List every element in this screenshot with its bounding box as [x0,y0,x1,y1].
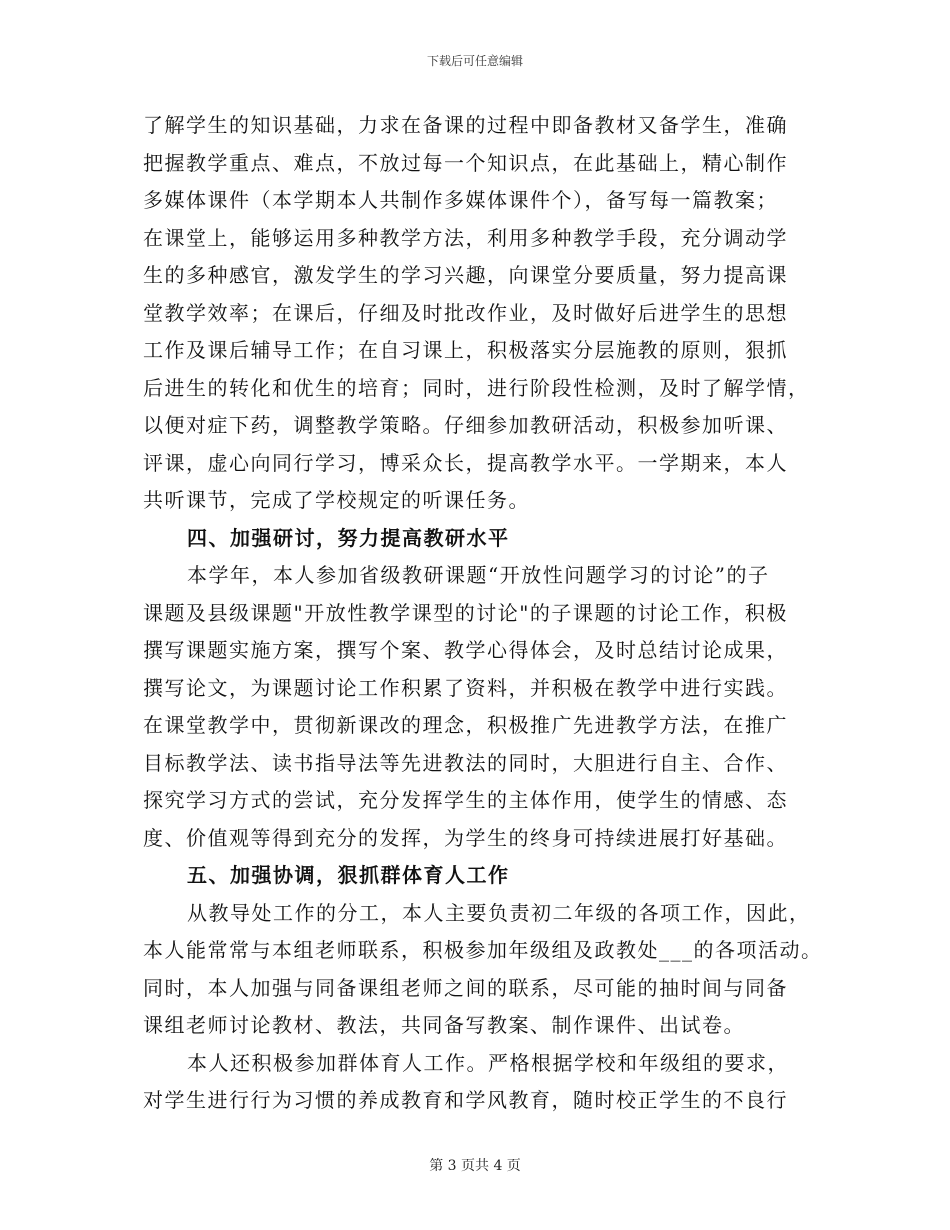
text-line: 共听课节，完成了学校规定的听课任务。 [143,488,530,512]
text-line: 本人能常常与本组老师联系，积极参加年级组及政教处___的各项活动。 [143,938,823,962]
text-line: 后进生的转化和优生的培育；同时，进行阶段性检测，及时了解学情， [143,375,810,400]
text-line: 工作及课后辅导工作；在自习课上，积极落实分层施教的原则，狠抓 [143,338,788,362]
text-line: 从教导处工作的分工，本人主要负责初二年级的各项工作，因此， [187,900,811,925]
text-line: 课题及县级课题"开放性教学课型的讨论"的子课题的讨论工作，积极 [143,600,788,625]
text-line: 把握教学重点、难点，不放过每一个知识点，在此基础上，精心制作 [143,150,788,175]
text-line: 生的多种感官，激发学生的学习兴趣，向课堂分要质量，努力提高课 [143,263,788,287]
text-line: 撰写课题实施方案，撰写个案、教学心得体会，及时总结讨论成果， [143,638,788,662]
page-header: 下载后可任意编辑 [426,54,523,68]
page-number-footer: 第 3 页共 4 页 [429,1158,521,1174]
text-line: 度、价值观等得到充分的发挥，为学生的终身可持续进展打好基础。 [143,825,788,850]
text-line: 评课，虚心向同行学习，博采众长，提高教学水平。一学期来，本人 [143,450,788,475]
text-line: 多媒体课件（本学期本人共制作多媒体课件个），备写每一篇教案； [143,188,778,212]
document-body [143,107,823,1120]
section-heading: 五、加强协调，狠抓群体育人工作 [187,863,510,887]
text-line: 探究学习方式的尝试，充分发挥学生的主体作用，使学生的情感、态 [143,788,788,812]
text-line: 对学生进行行为习惯的养成教育和学风教育，随时校正学生的不良行 [143,1088,788,1112]
text-line: 在课堂上，能够运用多种教学方法，利用多种教学手段，充分调动学 [143,225,788,250]
text-line: 在课堂教学中，贯彻新课改的理念，积极推广先进教学方法，在推广 [143,713,788,737]
section-heading: 四、加强研讨，努力提高教研水平 [187,525,510,550]
text-line: 课组老师讨论教材、教法，共同备写教案、制作课件、出试卷。 [143,1013,745,1037]
text-line: 本人还积极参加群体育人工作。严格根据学校和年级组的要求， [187,1050,789,1075]
text-line: 本学年，本人参加省级教研课题“开放性问题学习的讨论”的子 [187,563,770,587]
text-line: 目标教学法、读书指导法等先进教法的同时，大胆进行自主、合作、 [143,750,788,775]
text-line: 堂教学效率；在课后，仔细及时批改作业，及时做好后进学生的思想 [143,300,788,325]
text-line: 了解学生的知识基础，力求在备课的过程中即备教材又备学生，准确 [143,113,788,137]
text-line: 撰写论文，为课题讨论工作积累了资料，并积极在教学中进行实践。 [143,675,788,700]
text-line: 同时，本人加强与同备课组老师之间的联系，尽可能的抽时间与同备 [143,975,788,1000]
text-line: 以便对症下药，调整教学策略。仔细参加教研活动，积极参加听课、 [143,413,788,437]
